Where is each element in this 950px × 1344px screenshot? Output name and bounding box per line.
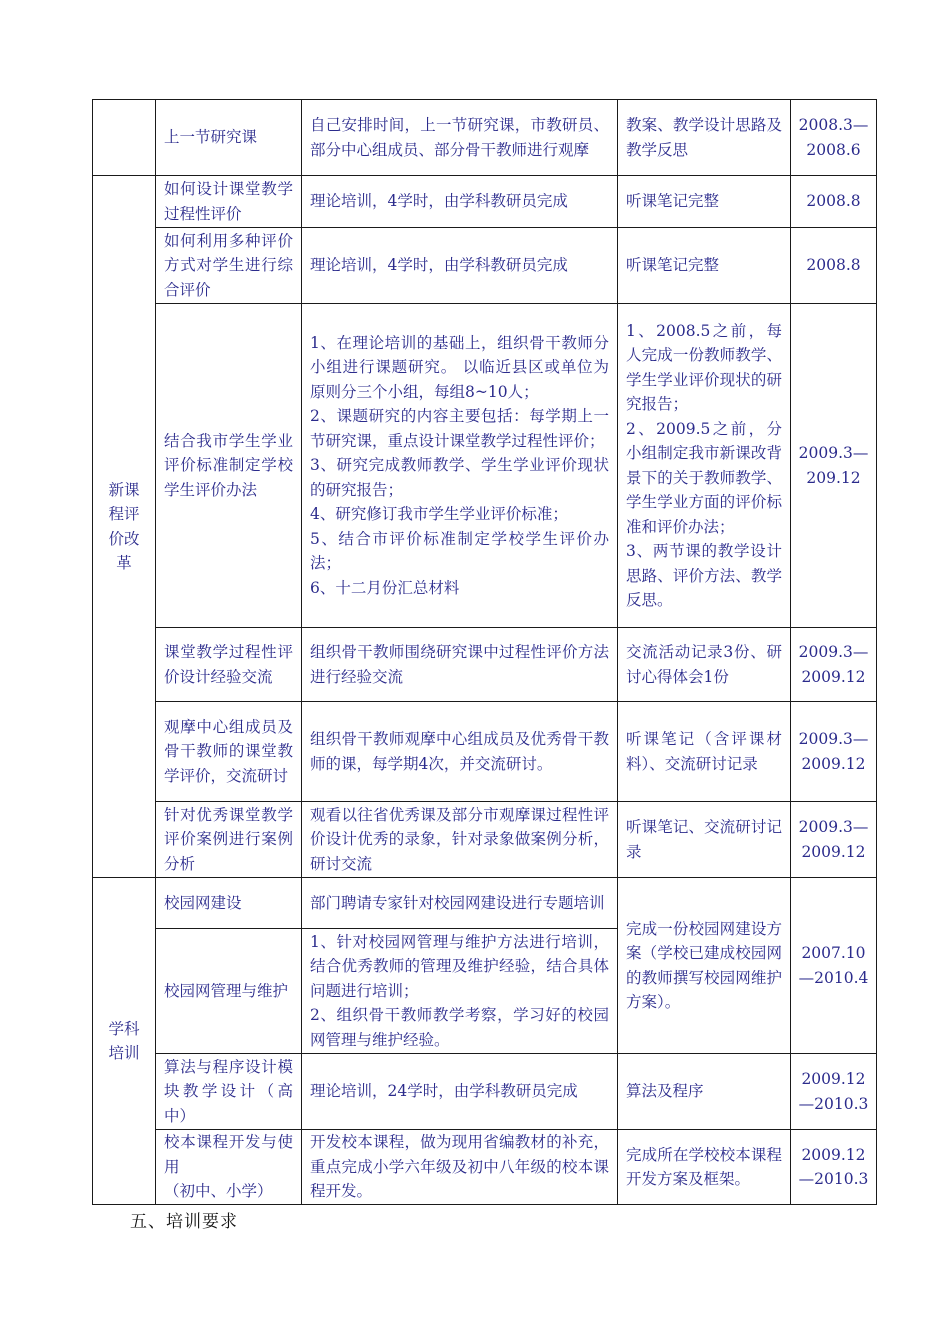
method-cell: 观看以往省优秀课及部分市观摩课过程性评价设计优秀的录象，针对录象做案例分析，研讨交流	[302, 802, 618, 878]
time-cell: 2009.3— 2009.12	[791, 802, 877, 878]
time-cell: 2009.3— 2009.12	[791, 702, 877, 802]
outcome-cell: 完成所在学校校本课程开发方案及框架。	[618, 1130, 791, 1205]
outcome-cell: 听课笔记、交流研讨记录	[618, 802, 791, 878]
table-row	[93, 100, 877, 176]
table-row	[93, 228, 877, 304]
time-cell: 2008.8	[791, 228, 877, 304]
method-cell: 部门聘请专家针对校园网建设进行专题培训	[302, 878, 618, 929]
time-cell: 2009.3— 209.12	[791, 304, 877, 628]
category-cell-empty	[93, 100, 156, 176]
table-row	[93, 304, 877, 628]
item-cell: 校本课程开发与使用 （初中、小学）	[156, 1130, 302, 1205]
method-cell: 开发校本课程，做为现用省编教材的补充，重点完成小学六年级及初中八年级的校本课程开发。	[302, 1130, 618, 1205]
method-cell: 理论培训，4学时，由学科教研员完成	[302, 228, 618, 304]
training-plan-table	[92, 99, 877, 1205]
method-cell: 1、在理论培训的基础上，组织骨干教师分小组进行课题研究。 以临近县区或单位为原则分三个小组，每组8~10人； 2、课题研究的内容主要包括：每学期上一节研究课，重点设计课堂教学过程性评价； 3、研究完成教师教学、学生学业评价现状的研究报告； 4、研究修订我市学生学业评价标准； 5、结合市评价标准制定学校学生评价办法； 6、十二月份汇总材料	[302, 304, 618, 628]
section-heading: 五、培训要求	[130, 1212, 238, 1232]
table-row	[93, 1130, 877, 1205]
item-cell: 校园网管理与维护	[156, 929, 302, 1054]
time-cell: 2007.10 —2010.4	[791, 878, 877, 1054]
outcome-cell: 听课笔记完整	[618, 228, 791, 304]
method-cell: 组织骨干教师观摩中心组成员及优秀骨干教师的课，每学期4次，并交流研讨。	[302, 702, 618, 802]
outcome-cell: 教案、教学设计思路及教学反思	[618, 100, 791, 176]
time-cell: 2009.3— 2009.12	[791, 628, 877, 702]
item-cell: 课堂教学过程性评价设计经验交流	[156, 628, 302, 702]
time-cell: 2008.3— 2008.6	[791, 100, 877, 176]
outcome-cell: 交流活动记录3份、研讨心得体会1份	[618, 628, 791, 702]
category-cell: 学科 培训	[93, 878, 156, 1205]
item-cell: 校园网建设	[156, 878, 302, 929]
table-row	[93, 628, 877, 702]
table-row	[93, 802, 877, 878]
outcome-cell: 算法及程序	[618, 1054, 791, 1130]
item-cell: 观摩中心组成员及骨干教师的课堂教学评价，交流研讨	[156, 702, 302, 802]
outcome-cell: 1、2008.5之前，每人完成一份教师教学、学生学业评价现状的研究报告； 2、2009.5之前，分小组制定我市新课改背景下的关于教师教学、学生学业方面的评价标准和评价办法； 3、两节课的教学设计思路、评价方法、教学反思。	[618, 304, 791, 628]
outcome-cell: 听课笔记完整	[618, 176, 791, 228]
method-cell: 1、针对校园网管理与维护方法进行培训，结合优秀教师的管理及维护经验，结合具体问题进行培训； 2、组织骨干教师教学考察，学习好的校园网管理与维护经验。	[302, 929, 618, 1054]
item-cell: 如何设计课堂教学过程性评价	[156, 176, 302, 228]
table-row	[93, 176, 877, 228]
time-cell: 2009.12 —2010.3	[791, 1130, 877, 1205]
table-row	[93, 702, 877, 802]
outcome-cell: 听课笔记（含评课材料）、交流研讨记录	[618, 702, 791, 802]
table-row	[93, 1054, 877, 1130]
item-cell: 结合我市学生学业评价标准制定学校学生评价办法	[156, 304, 302, 628]
item-cell: 针对优秀课堂教学评价案例进行案例分析	[156, 802, 302, 878]
method-cell: 理论培训，24学时，由学科教研员完成	[302, 1054, 618, 1130]
item-cell: 算法与程序设计模块教学设计（高中）	[156, 1054, 302, 1130]
method-cell: 理论培训，4学时，由学科教研员完成	[302, 176, 618, 228]
time-cell: 2009.12 —2010.3	[791, 1054, 877, 1130]
method-cell: 自己安排时间，上一节研究课，市教研员、部分中心组成员、部分骨干教师进行观摩	[302, 100, 618, 176]
item-cell: 如何利用多种评价方式对学生进行综合评价	[156, 228, 302, 304]
method-cell: 组织骨干教师围绕研究课中过程性评价方法进行经验交流	[302, 628, 618, 702]
item-cell: 上一节研究课	[156, 100, 302, 176]
table-row	[93, 878, 877, 929]
outcome-cell: 完成一份校园网建设方案（学校已建成校园网的教师撰写校园网维护方案）。	[618, 878, 791, 1054]
category-cell: 新课 程评 价改 革	[93, 176, 156, 878]
time-cell: 2008.8	[791, 176, 877, 228]
